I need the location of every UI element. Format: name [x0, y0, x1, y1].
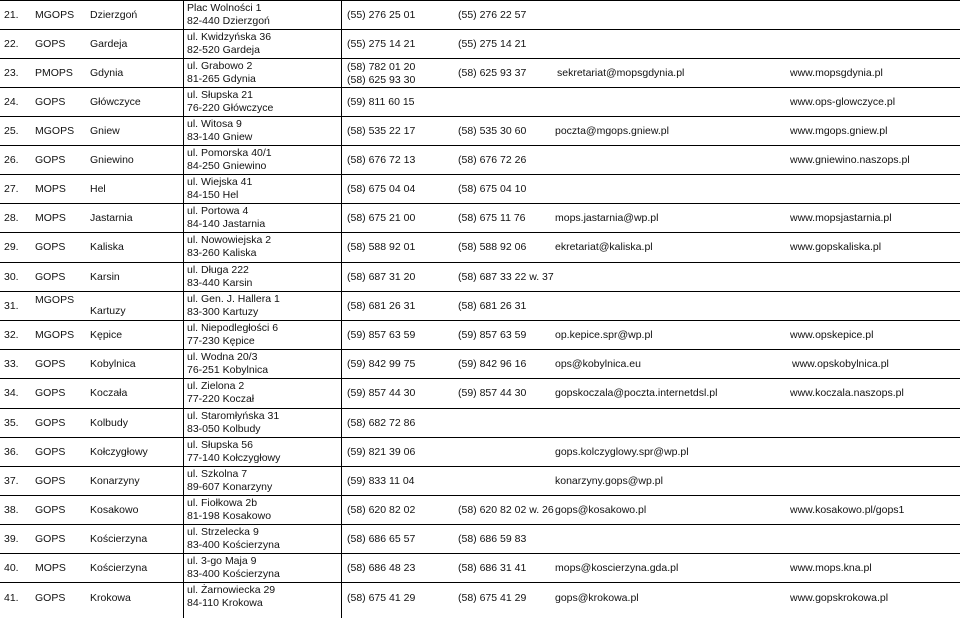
- fax-number: (58) 535 30 60: [458, 125, 527, 137]
- institution-type: GOPS: [35, 387, 66, 399]
- address-street: Plac Wolności 1: [187, 2, 262, 14]
- row-number: 24.: [4, 96, 19, 108]
- phone-number: (58) 782 01 20: [347, 61, 416, 73]
- institution-type: MGOPS: [35, 9, 75, 21]
- row-number: 33.: [4, 358, 19, 370]
- phone-number: (55) 276 25 01: [347, 9, 416, 21]
- row-number: 29.: [4, 241, 19, 253]
- table-row: [0, 116, 960, 145]
- city-name: Krokowa: [90, 592, 131, 604]
- phone-number: (58) 686 65 57: [347, 533, 416, 545]
- address-postal: 76-220 Główczyce: [187, 102, 274, 114]
- institution-type: MGOPS: [35, 125, 75, 137]
- email-address[interactable]: mops@koscierzyna.gda.pl: [555, 562, 679, 574]
- email-address[interactable]: gopskoczala@poczta.internetdsl.pl: [555, 387, 718, 399]
- row-divider: [0, 408, 960, 409]
- row-divider: [0, 524, 960, 525]
- address-postal: 77-230 Kępice: [187, 335, 255, 347]
- website-link[interactable]: www.mops.kna.pl: [790, 562, 872, 574]
- address-street: ul. Staromłyńska 31: [187, 410, 280, 422]
- address-postal: 76-251 Kobylnica: [187, 364, 269, 376]
- address-postal: 83-400 Kościerzyna: [187, 539, 280, 551]
- table-row: [0, 291, 960, 320]
- phone-number: (58) 675 21 00: [347, 212, 416, 224]
- institution-type: GOPS: [35, 271, 66, 283]
- table-row: [0, 349, 960, 378]
- row-number: 40.: [4, 562, 19, 574]
- city-name: Hel: [90, 183, 106, 195]
- fax-number: (58) 675 11 76: [458, 212, 526, 224]
- address-postal: 84-110 Krokowa: [187, 597, 263, 609]
- email-address[interactable]: mops.jastarnia@wp.pl: [555, 212, 659, 224]
- row-divider: [0, 58, 960, 59]
- table-row: [0, 0, 960, 29]
- institution-type: MGOPS: [35, 294, 75, 306]
- row-number: 41.: [4, 592, 19, 604]
- table-row: [0, 378, 960, 408]
- row-number: 38.: [4, 504, 19, 516]
- institution-type: GOPS: [35, 504, 66, 516]
- email-address[interactable]: gops@kosakowo.pl: [555, 504, 647, 516]
- address-street: ul. Kwidzyńska 36: [187, 31, 272, 43]
- table-row: [0, 466, 960, 495]
- row-divider: [0, 378, 960, 379]
- city-name: Karsin: [90, 271, 120, 283]
- website-link[interactable]: www.koczala.naszops.pl: [790, 387, 904, 399]
- row-divider: [0, 437, 960, 438]
- row-number: 27.: [4, 183, 19, 195]
- phone-number: (59) 857 63 59: [347, 329, 416, 341]
- fax-number: (58) 588 92 06: [458, 241, 527, 253]
- row-number: 36.: [4, 446, 19, 458]
- address-street: ul. Wodna 20/3: [187, 351, 258, 363]
- row-divider: [0, 232, 960, 233]
- fax-number: (55) 276 22 57: [458, 9, 527, 21]
- row-number: 25.: [4, 125, 19, 137]
- row-divider: [0, 495, 960, 496]
- fax-number: (58) 686 59 83: [458, 533, 527, 545]
- row-number: 26.: [4, 154, 19, 166]
- website-link[interactable]: www.gopskaliska.pl: [790, 241, 882, 253]
- row-divider: [0, 174, 960, 175]
- table-row: [0, 524, 960, 553]
- row-divider: [0, 262, 960, 263]
- address-postal: 83-300 Kartuzy: [187, 306, 259, 318]
- email-address[interactable]: sekretariat@mopsgdynia.pl: [557, 67, 685, 79]
- table-row: [0, 58, 960, 87]
- website-link[interactable]: www.gopskrokowa.pl: [790, 592, 889, 604]
- phone-number: (58) 682 72 86: [347, 417, 416, 429]
- row-number: 32.: [4, 329, 19, 341]
- address-street: ul. 3-go Maja 9: [187, 555, 257, 567]
- address-street: ul. Zielona 2: [187, 380, 245, 392]
- row-number: 39.: [4, 533, 19, 545]
- row-divider: [0, 291, 960, 292]
- city-name: Kościerzyna: [90, 533, 148, 545]
- row-divider: [0, 116, 960, 117]
- row-divider: [0, 582, 960, 583]
- email-address[interactable]: gops.kolczyglowy.spr@wp.pl: [555, 446, 689, 458]
- city-name: Kobylnica: [90, 358, 136, 370]
- address-postal: 81-265 Gdynia: [187, 73, 256, 85]
- city-name: Gniew: [90, 125, 120, 137]
- city-name: Kartuzy: [90, 305, 126, 317]
- table-row: [0, 145, 960, 174]
- city-name: Kępice: [90, 329, 123, 341]
- phone-number: (59) 833 11 04: [347, 475, 415, 487]
- address-street: ul. Gen. J. Hallera 1: [187, 293, 280, 305]
- city-name: Gniewino: [90, 154, 134, 166]
- address-street: ul. Wiejska 41: [187, 176, 253, 188]
- website-link[interactable]: www.mopsjastarnia.pl: [790, 212, 892, 224]
- institution-type: GOPS: [35, 533, 66, 545]
- address-postal: 83-260 Kaliska: [187, 247, 257, 259]
- phone-number: (58) 681 26 31: [347, 300, 416, 312]
- fax-number: (58) 687 33 22 w. 37: [458, 271, 554, 283]
- phone-number: (58) 588 92 01: [347, 241, 416, 253]
- address-street: ul. Portowa 4: [187, 205, 249, 217]
- row-divider: [0, 466, 960, 467]
- address-postal: 84-150 Hel: [187, 189, 239, 201]
- fax-number: (59) 842 96 16: [458, 358, 527, 370]
- address-street: ul. Fiołkowa 2b: [187, 497, 258, 509]
- institution-type: MOPS: [35, 562, 66, 574]
- address-street: ul. Witosa 9: [187, 118, 242, 130]
- row-divider: [0, 553, 960, 554]
- phone-number: (59) 857 44 30: [347, 387, 416, 399]
- phone-number: (55) 275 14 21: [347, 38, 416, 50]
- row-divider: [0, 320, 960, 321]
- phone-number: (58) 675 04 04: [347, 183, 416, 195]
- fax-number: (58) 675 41 29: [458, 592, 527, 604]
- table-row: [0, 437, 960, 466]
- website-link[interactable]: www.opskepice.pl: [790, 329, 874, 341]
- phone-number: (59) 811 60 15: [347, 96, 415, 108]
- website-link[interactable]: www.opskobylnica.pl: [792, 358, 889, 370]
- phone-number: (58) 676 72 13: [347, 154, 416, 166]
- row-divider: [0, 349, 960, 350]
- address-street: ul. Żarnowiecka 29: [187, 584, 276, 596]
- email-address[interactable]: poczta@mgops.gniew.pl: [555, 125, 669, 137]
- address-street: ul. Szkolna 7: [187, 468, 248, 480]
- fax-number: (58) 675 04 10: [458, 183, 527, 195]
- website-link[interactable]: www.ops-glowczyce.pl: [790, 96, 896, 108]
- website-link[interactable]: www.mopsgdynia.pl: [790, 67, 883, 79]
- address-postal: 77-140 Kołczygłowy: [187, 452, 281, 464]
- address-postal: 84-250 Gniewino: [187, 160, 267, 172]
- address-postal: 82-440 Dzierzgoń: [187, 15, 270, 27]
- fax-number: (59) 857 44 30: [458, 387, 527, 399]
- row-divider: [0, 145, 960, 146]
- address-postal: 77-220 Koczał: [187, 393, 255, 405]
- table-row: [0, 262, 960, 291]
- table-row: [0, 29, 960, 58]
- table-row: [0, 582, 960, 613]
- institution-type: MOPS: [35, 212, 66, 224]
- row-divider: [0, 203, 960, 204]
- table-row: [0, 203, 960, 232]
- row-number: 34.: [4, 387, 19, 399]
- address-street: ul. Słupska 21: [187, 89, 253, 101]
- row-number: 31.: [4, 300, 19, 312]
- institution-type: GOPS: [35, 96, 66, 108]
- address-street: ul. Grabowo 2: [187, 60, 253, 72]
- email-address[interactable]: konarzyny.gops@wp.pl: [555, 475, 663, 487]
- email-address[interactable]: ops@kobylnica.eu: [555, 358, 641, 370]
- city-name: Kaliska: [90, 241, 124, 253]
- city-name: Gdynia: [90, 67, 124, 79]
- phone-number: (58) 686 48 23: [347, 562, 416, 574]
- institution-type: PMOPS: [35, 67, 73, 79]
- address-postal: 84-140 Jastarnia: [187, 218, 266, 230]
- column-divider: [183, 0, 184, 618]
- city-name: Kosakowo: [90, 504, 139, 516]
- table-row: [0, 495, 960, 524]
- address-street: ul. Słupska 56: [187, 439, 253, 451]
- column-divider: [341, 0, 342, 618]
- address-postal: 89-607 Konarzyny: [187, 481, 273, 493]
- fax-number: (58) 686 31 41: [458, 562, 527, 574]
- fax-number: (58) 620 82 02 w. 26: [458, 504, 554, 516]
- institution-type: GOPS: [35, 417, 66, 429]
- row-number: 30.: [4, 271, 19, 283]
- address-postal: 83-140 Gniew: [187, 131, 253, 143]
- row-number: 23.: [4, 67, 19, 79]
- fax-number: (58) 681 26 31: [458, 300, 527, 312]
- city-name: Jastarnia: [90, 212, 133, 224]
- address-postal: 82-520 Gardeja: [187, 44, 260, 56]
- institution-type: GOPS: [35, 446, 66, 458]
- row-number: 35.: [4, 417, 19, 429]
- fax-number: (59) 857 63 59: [458, 329, 527, 341]
- phone-number: (59) 842 99 75: [347, 358, 416, 370]
- address-street: ul. Niepodległości 6: [187, 322, 279, 334]
- phone-number-secondary: (58) 625 93 30: [347, 74, 416, 86]
- website-link[interactable]: www.mgops.gniew.pl: [790, 125, 888, 137]
- row-divider: [0, 29, 960, 30]
- address-postal: 81-198 Kosakowo: [187, 510, 272, 522]
- phone-number: (58) 687 31 20: [347, 271, 416, 283]
- address-postal: 83-440 Karsin: [187, 277, 253, 289]
- address-street: ul. Pomorska 40/1: [187, 147, 272, 159]
- institution-type: MGOPS: [35, 329, 75, 341]
- email-address[interactable]: ekretariat@kaliska.pl: [555, 241, 653, 253]
- city-name: Kościerzyna: [90, 562, 148, 574]
- institution-type: GOPS: [35, 358, 66, 370]
- phone-number: (59) 821 39 06: [347, 446, 416, 458]
- row-number: 37.: [4, 475, 19, 487]
- city-name: Główczyce: [90, 96, 141, 108]
- phone-number: (58) 535 22 17: [347, 125, 416, 137]
- city-name: Kolbudy: [90, 417, 128, 429]
- address-street: ul. Nowowiejska 2: [187, 234, 272, 246]
- fax-number: (58) 676 72 26: [458, 154, 527, 166]
- row-number: 28.: [4, 212, 19, 224]
- institution-type: GOPS: [35, 241, 66, 253]
- address-postal: 83-050 Kolbudy: [187, 423, 261, 435]
- phone-number: (58) 675 41 29: [347, 592, 416, 604]
- fax-number: (55) 275 14 21: [458, 38, 527, 50]
- fax-number: (58) 625 93 37: [458, 67, 527, 79]
- institution-type: GOPS: [35, 475, 66, 487]
- institution-type: GOPS: [35, 154, 66, 166]
- table-row: [0, 408, 960, 437]
- row-number: 22.: [4, 38, 19, 50]
- website-link[interactable]: www.gniewino.naszops.pl: [790, 154, 910, 166]
- table-row: [0, 232, 960, 262]
- city-name: Konarzyny: [90, 475, 140, 487]
- row-number: 21.: [4, 9, 19, 21]
- row-divider: [0, 0, 960, 1]
- city-name: Koczała: [90, 387, 128, 399]
- institution-type: GOPS: [35, 592, 66, 604]
- address-street: ul. Długa 222: [187, 264, 249, 276]
- institution-type: MOPS: [35, 183, 66, 195]
- address-postal: 83-400 Kościerzyna: [187, 568, 280, 580]
- city-name: Dzierzgoń: [90, 9, 138, 21]
- city-name: Kołczygłowy: [90, 446, 148, 458]
- table-row: [0, 87, 960, 116]
- institution-type: GOPS: [35, 38, 66, 50]
- phone-number: (58) 620 82 02: [347, 504, 416, 516]
- website-link[interactable]: www.kosakowo.pl/gops1: [790, 504, 905, 516]
- email-address[interactable]: op.kepice.spr@wp.pl: [555, 329, 653, 341]
- address-street: ul. Strzelecka 9: [187, 526, 259, 538]
- table-row: [0, 553, 960, 582]
- table-row: [0, 320, 960, 349]
- row-divider: [0, 87, 960, 88]
- city-name: Gardeja: [90, 38, 128, 50]
- email-address[interactable]: gops@krokowa.pl: [555, 592, 639, 604]
- table-row: [0, 174, 960, 203]
